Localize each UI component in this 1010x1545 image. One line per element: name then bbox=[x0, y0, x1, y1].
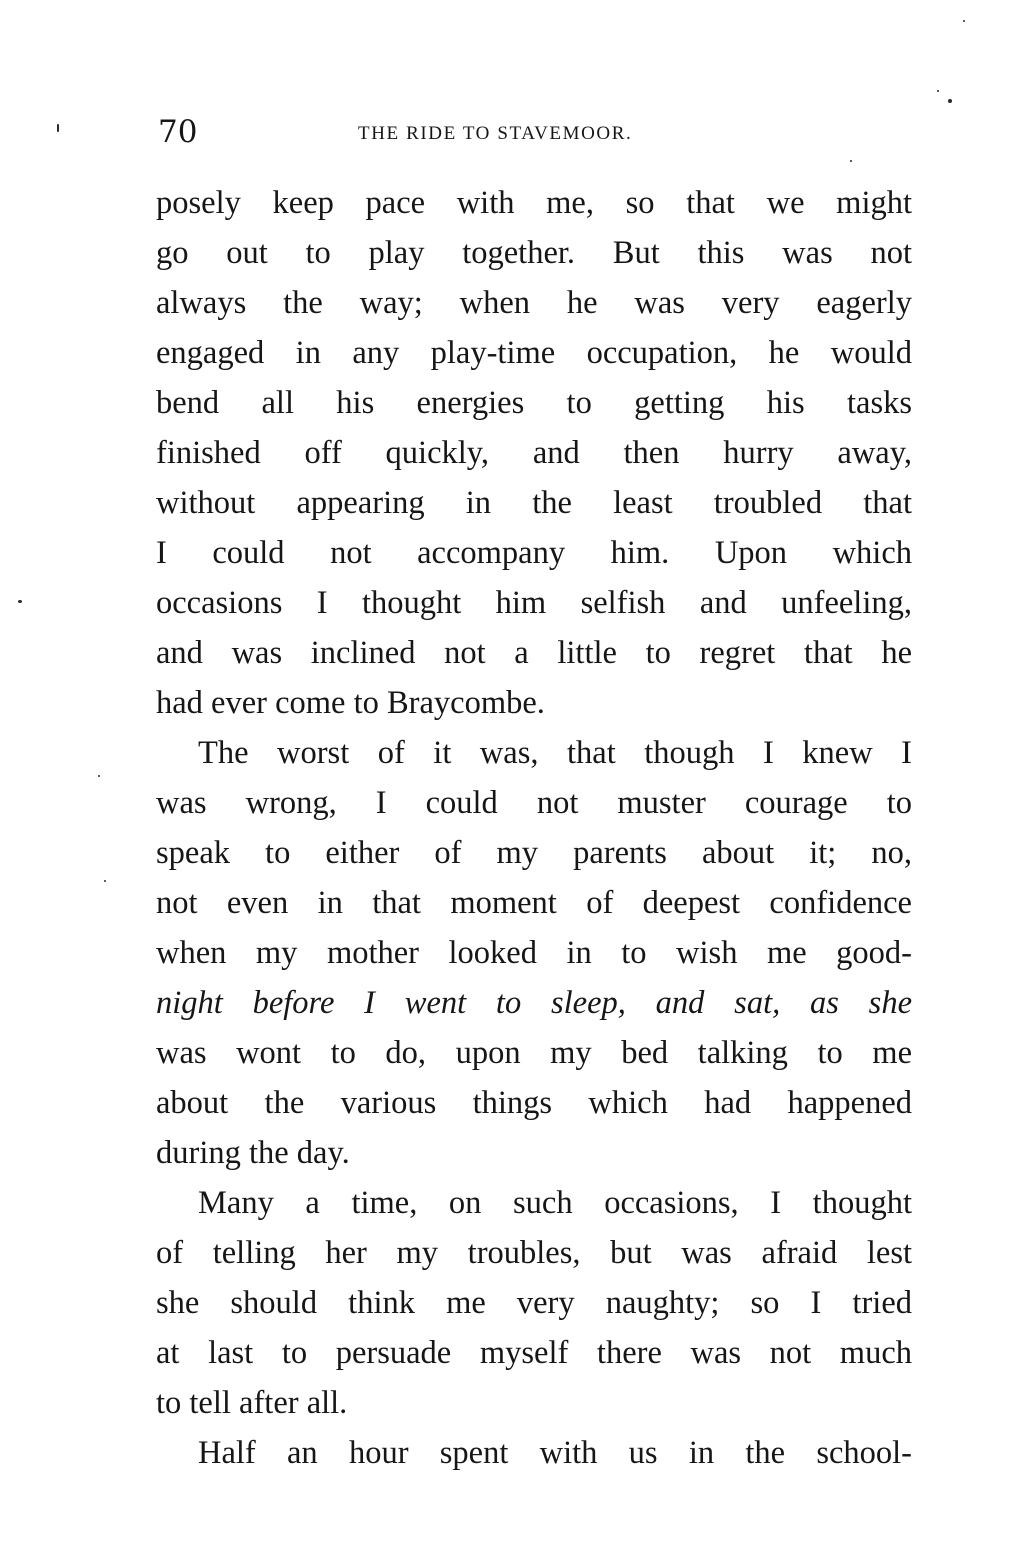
text-line: was wont to do, upon my bed talking to me bbox=[156, 1035, 912, 1071]
scan-speck bbox=[57, 124, 59, 132]
scan-speck bbox=[937, 90, 939, 92]
text-line: engaged in any play-time occupation, he would bbox=[156, 335, 912, 371]
text-line: without appearing in the least troubled that bbox=[156, 485, 912, 521]
text-line: go out to play together. But this was not bbox=[156, 235, 912, 271]
running-title: THE RIDE TO STAVEMOOR. bbox=[358, 123, 633, 144]
paragraph-start-line: Many a time, on such occasions, I thought bbox=[198, 1185, 912, 1221]
running-head bbox=[158, 112, 918, 152]
scan-speck bbox=[18, 600, 22, 603]
text-line: during the day. bbox=[156, 1135, 350, 1171]
text-line: at last to persuade myself there was not much bbox=[156, 1335, 912, 1371]
text-line: she should think me very naughty; so I tried bbox=[156, 1285, 912, 1321]
text-line: had ever come to Braycombe. bbox=[156, 685, 545, 721]
page-number: 70 bbox=[158, 114, 198, 150]
text-line: was wrong, I could not muster courage to bbox=[156, 785, 912, 821]
text-line: always the way; when he was very eagerly bbox=[156, 285, 912, 321]
scan-speck bbox=[963, 20, 965, 22]
body-text bbox=[156, 178, 912, 1478]
text-line: and was inclined not a little to regret that he bbox=[156, 635, 912, 671]
text-line: occasions I thought him selfish and unfeeling, bbox=[156, 585, 912, 621]
text-line: when my mother looked in to wish me good- bbox=[156, 935, 912, 971]
paragraph-start-line: Half an hour spent with us in the school- bbox=[198, 1435, 912, 1471]
scan-speck bbox=[104, 880, 106, 882]
text-line: about the various things which had happened bbox=[156, 1085, 912, 1121]
text-line: I could not accompany him. Upon which bbox=[156, 535, 912, 571]
text-line: finished off quickly, and then hurry away, bbox=[156, 435, 912, 471]
text-line: not even in that moment of deepest confidence bbox=[156, 885, 912, 921]
text-line: to tell after all. bbox=[156, 1385, 348, 1421]
text-line: speak to either of my parents about it; no, bbox=[156, 835, 912, 871]
scan-speck bbox=[948, 99, 952, 103]
italic-text-line: night before I went to sleep, and sat, as she bbox=[156, 985, 912, 1021]
text-line: posely keep pace with me, so that we might bbox=[156, 185, 912, 221]
text-line: of telling her my troubles, but was afraid lest bbox=[156, 1235, 912, 1271]
text-line: bend all his energies to getting his tasks bbox=[156, 385, 912, 421]
paragraph-start-line: The worst of it was, that though I knew I bbox=[198, 735, 912, 771]
scan-speck bbox=[850, 160, 852, 162]
scan-speck bbox=[98, 775, 100, 777]
